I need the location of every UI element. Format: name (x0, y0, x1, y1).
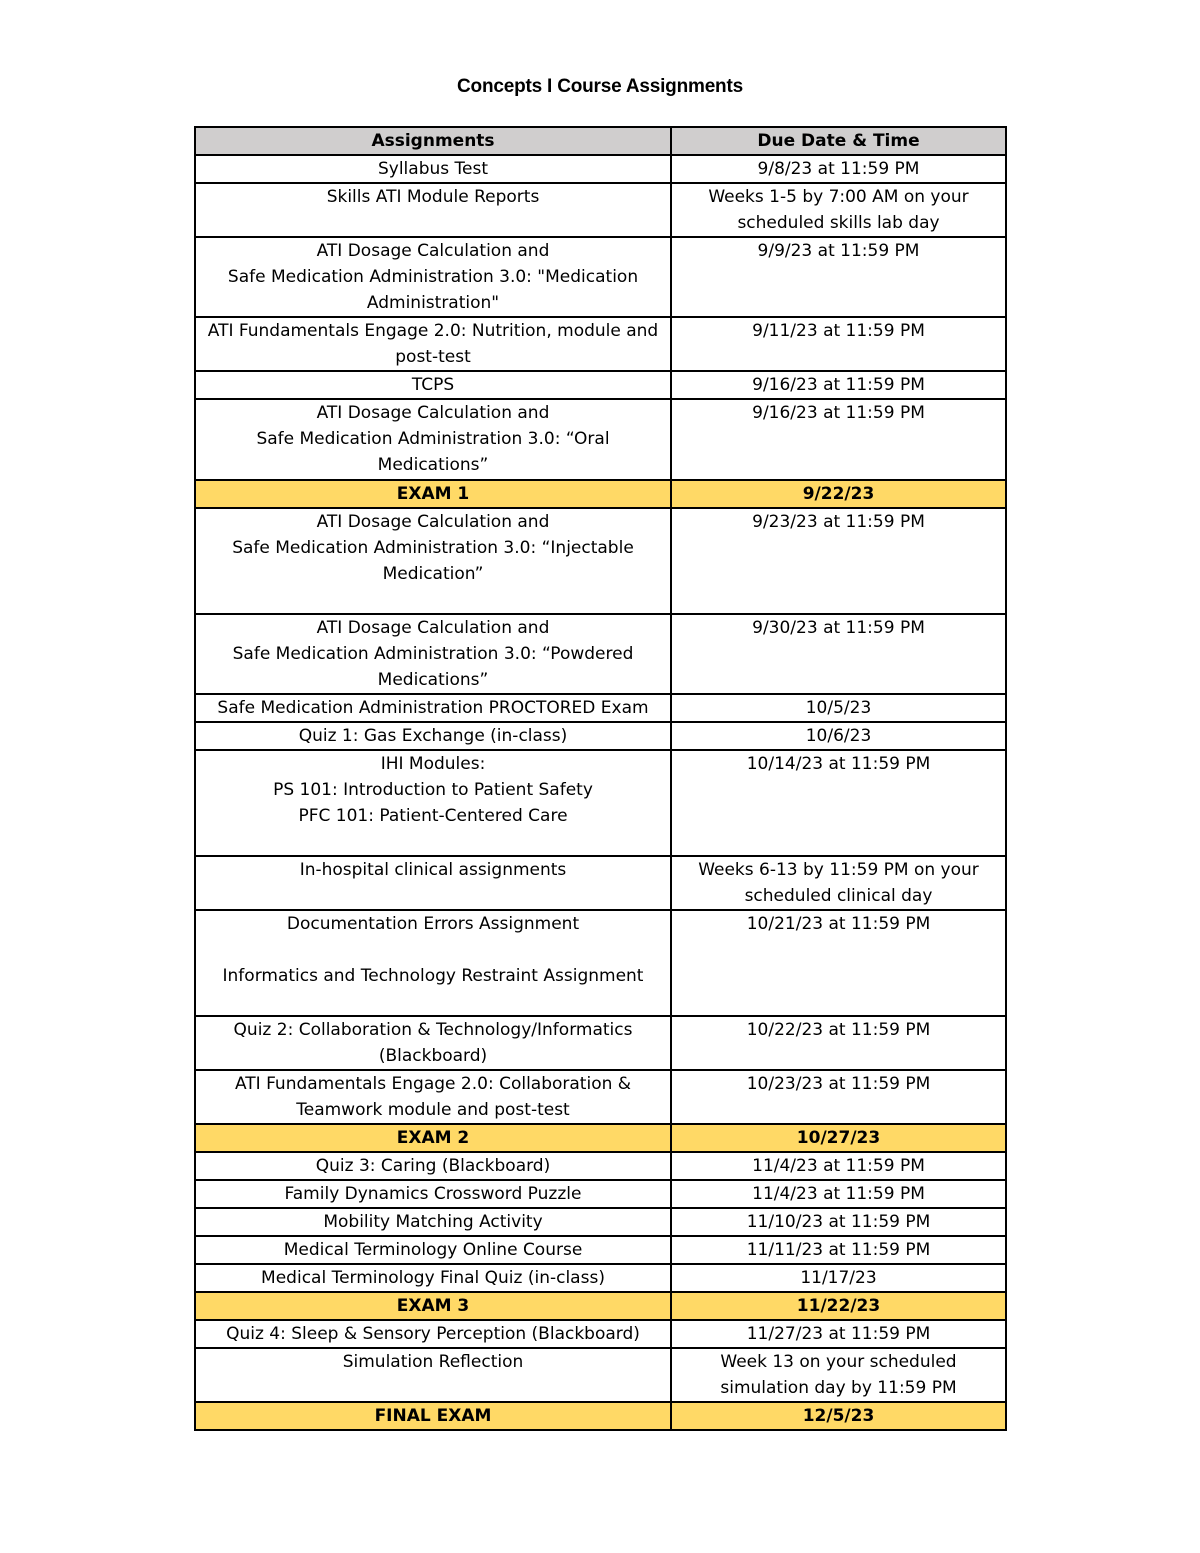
header-row (195, 127, 1006, 155)
due-date-cell: 11/11/23 at 11:59 PM (671, 1236, 1006, 1264)
exam-row (195, 480, 1006, 508)
assignment-cell: ATI Dosage Calculation and Safe Medication Administration 3.0: "Medication Administration" (195, 237, 671, 317)
assignment-cell: Medical Terminology Online Course (195, 1236, 671, 1264)
due-date-cell: 10/23/23 at 11:59 PM (671, 1070, 1006, 1124)
table-row (195, 856, 1006, 910)
table-row (195, 1348, 1006, 1402)
table-row (195, 694, 1006, 722)
due-date-cell: 10/5/23 (671, 694, 1006, 722)
due-date-cell: 11/22/23 (671, 1292, 1006, 1320)
table-row (195, 1208, 1006, 1236)
table-row (195, 1320, 1006, 1348)
due-date-cell: 10/21/23 at 11:59 PM (671, 910, 1006, 1016)
table-row (195, 1264, 1006, 1292)
assignment-cell: Simulation Reflection (195, 1348, 671, 1402)
assignment-cell: EXAM 2 (195, 1124, 671, 1152)
assignment-cell: Safe Medication Administration PROCTORED Exam (195, 694, 671, 722)
due-date-cell: 9/16/23 at 11:59 PM (671, 399, 1006, 480)
due-date-cell: 9/30/23 at 11:59 PM (671, 614, 1006, 694)
assignment-cell: Skills ATI Module Reports (195, 183, 671, 237)
assignment-cell: ATI Dosage Calculation and Safe Medication Administration 3.0: “Injectable Medication” (195, 508, 671, 614)
table-row (195, 614, 1006, 694)
table-row (195, 1180, 1006, 1208)
table-body (195, 155, 1006, 1430)
assignment-cell: Syllabus Test (195, 155, 671, 183)
due-date-cell: 10/27/23 (671, 1124, 1006, 1152)
due-date-column-header: Due Date & Time (671, 127, 1006, 155)
assignment-cell: ATI Dosage Calculation and Safe Medication Administration 3.0: “Oral Medications” (195, 399, 671, 480)
assignment-cell: EXAM 3 (195, 1292, 671, 1320)
table-row (195, 399, 1006, 480)
assignment-cell: IHI Modules: PS 101: Introduction to Patient Safety PFC 101: Patient-Centered Care (195, 750, 671, 856)
table-row (195, 1236, 1006, 1264)
due-date-cell: 11/4/23 at 11:59 PM (671, 1180, 1006, 1208)
assignment-cell: Quiz 2: Collaboration & Technology/Informatics (Blackboard) (195, 1016, 671, 1070)
table-row (195, 750, 1006, 856)
exam-row (195, 1402, 1006, 1430)
due-date-cell: 9/8/23 at 11:59 PM (671, 155, 1006, 183)
due-date-cell: 9/11/23 at 11:59 PM (671, 317, 1006, 371)
assignment-cell: Mobility Matching Activity (195, 1208, 671, 1236)
assignment-cell: Medical Terminology Final Quiz (in-class) (195, 1264, 671, 1292)
assignment-cell: ATI Fundamentals Engage 2.0: Nutrition, module and post-test (195, 317, 671, 371)
assignment-cell: EXAM 1 (195, 480, 671, 508)
due-date-cell: 11/17/23 (671, 1264, 1006, 1292)
table-row (195, 371, 1006, 399)
table-row (195, 1016, 1006, 1070)
table-row (195, 508, 1006, 614)
due-date-cell: 11/27/23 at 11:59 PM (671, 1320, 1006, 1348)
due-date-cell: 10/14/23 at 11:59 PM (671, 750, 1006, 856)
assignment-cell: Family Dynamics Crossword Puzzle (195, 1180, 671, 1208)
table-row (195, 722, 1006, 750)
due-date-cell: 12/5/23 (671, 1402, 1006, 1430)
assignment-cell: FINAL EXAM (195, 1402, 671, 1430)
table-header (195, 127, 1006, 155)
due-date-cell: Weeks 6-13 by 11:59 PM on your scheduled clinical day (671, 856, 1006, 910)
due-date-cell: 9/9/23 at 11:59 PM (671, 237, 1006, 317)
document-title: Concepts I Course Assignments (457, 76, 743, 97)
assignment-cell: Quiz 3: Caring (Blackboard) (195, 1152, 671, 1180)
assignments-table (194, 126, 1007, 1431)
assignment-cell: ATI Fundamentals Engage 2.0: Collaboration & Teamwork module and post-test (195, 1070, 671, 1124)
table-row (195, 317, 1006, 371)
due-date-cell: 10/6/23 (671, 722, 1006, 750)
table-row (195, 155, 1006, 183)
table-row (195, 910, 1006, 1016)
due-date-cell: Week 13 on your scheduled simulation day by 11:59 PM (671, 1348, 1006, 1402)
due-date-cell: 9/23/23 at 11:59 PM (671, 508, 1006, 614)
due-date-cell: 11/4/23 at 11:59 PM (671, 1152, 1006, 1180)
due-date-cell: 11/10/23 at 11:59 PM (671, 1208, 1006, 1236)
assignment-cell: TCPS (195, 371, 671, 399)
due-date-cell: 9/16/23 at 11:59 PM (671, 371, 1006, 399)
table-row (195, 1152, 1006, 1180)
table-row (195, 1070, 1006, 1124)
exam-row (195, 1292, 1006, 1320)
due-date-cell: 10/22/23 at 11:59 PM (671, 1016, 1006, 1070)
exam-row (195, 1124, 1006, 1152)
assignment-cell: Quiz 4: Sleep & Sensory Perception (Blackboard) (195, 1320, 671, 1348)
assignments-column-header: Assignments (195, 127, 671, 155)
assignment-cell: ATI Dosage Calculation and Safe Medication Administration 3.0: “Powdered Medications” (195, 614, 671, 694)
assignment-cell: Documentation Errors Assignment Informatics and Technology Restraint Assignment (195, 910, 671, 1016)
table-row (195, 237, 1006, 317)
due-date-cell: 9/22/23 (671, 480, 1006, 508)
assignment-cell: In-hospital clinical assignments (195, 856, 671, 910)
assignment-cell: Quiz 1: Gas Exchange (in-class) (195, 722, 671, 750)
due-date-cell: Weeks 1-5 by 7:00 AM on your scheduled skills lab day (671, 183, 1006, 237)
table-row (195, 183, 1006, 237)
